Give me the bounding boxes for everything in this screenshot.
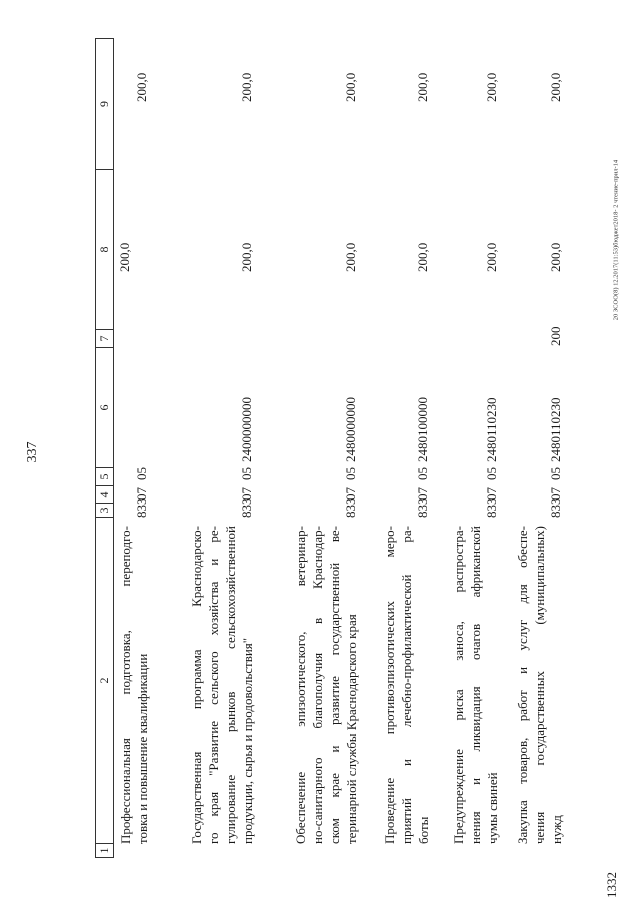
cell-col-3: 833: [415, 498, 430, 518]
cell-col-4: 07: [415, 487, 430, 500]
cell-col-5: 05: [343, 467, 358, 480]
cell-col-9: 200,0: [548, 72, 563, 102]
page-number-top: 337: [25, 441, 40, 463]
column-header-row: [95, 38, 114, 858]
cell-col-9: 200,0: [134, 72, 149, 102]
row-name-line: Проведение противоэпизоотических меро-: [382, 526, 397, 844]
cell-col-8: 200,0: [239, 242, 254, 272]
column-header-9: 9: [97, 101, 111, 107]
cell-col-6: 2480100000: [415, 397, 430, 462]
row-name-line: приятий и лечебно-профилактической ра-: [399, 526, 414, 844]
cell-col-5: 05: [484, 467, 499, 480]
cell-col-3: 833: [484, 498, 499, 518]
cell-col-8: 200,0: [548, 242, 563, 272]
column-header-5: 5: [96, 467, 113, 485]
cell-col-7: 200: [548, 326, 563, 346]
row-name-line: продукции, сырья и продовольствия": [240, 637, 255, 844]
row-name: [292, 526, 360, 844]
cell-col-9: 200,0: [415, 72, 430, 102]
column-header-4: 4: [96, 485, 113, 503]
cell-col-9: 200,0: [484, 72, 499, 102]
row-name: [117, 526, 151, 844]
row-name-line: нения и ликвидация очагов африканской: [468, 526, 483, 844]
cell-col-3: 833: [548, 498, 563, 518]
row-name-line: го края "Развитие сельского хозяйства и ре-: [206, 526, 221, 844]
row-name-line: боты: [416, 816, 431, 844]
row-name-line: гулирование рынков сельскохозяйственной: [223, 526, 238, 844]
cell-col-6: 2480000000: [343, 397, 358, 462]
cell-col-5: 05: [239, 467, 254, 480]
row-name-line: Государственная программа Краснодарско-: [189, 526, 204, 844]
cell-col-5: 05: [134, 467, 149, 480]
cell-col-6: 2400000000: [239, 397, 254, 462]
document-stamp: 20 ЗСОО(8) 12.2017(11:53)бюджет2018- 2 чтение-прил-14: [612, 159, 620, 321]
page-number-bottom: 1332: [604, 872, 619, 898]
cell-col-8: 200,0: [343, 242, 358, 272]
column-header-8: 8: [96, 169, 113, 329]
budget-table: [95, 38, 564, 858]
row-name-line: Закупка товаров, работ и услуг для обеспе-: [515, 526, 530, 844]
column-header-2: 2: [96, 517, 113, 843]
row-name-line: нужд: [549, 815, 564, 844]
row-name: [514, 526, 565, 844]
row-name-line: ском крае и развитие государственной ве-: [327, 526, 342, 844]
cell-col-4: 07: [343, 487, 358, 500]
row-name-line: но-санитарного благополучия в Краснодар-: [310, 526, 325, 844]
cell-col-6: 2480110230: [484, 397, 499, 462]
cell-col-8: 200,0: [415, 242, 430, 272]
cell-col-3: 833: [239, 498, 254, 518]
row-name-line: чумы свиней: [485, 772, 500, 844]
cell-col-5: 05: [415, 467, 430, 480]
cell-col-9: 200,0: [343, 72, 358, 102]
column-header-1: 1: [96, 843, 113, 857]
cell-col-5: 05: [548, 467, 563, 480]
row-name-line: Профессиональная подготовка, переподго-: [118, 526, 133, 844]
column-header-3: 3: [96, 503, 113, 517]
row-name: [381, 526, 432, 844]
row-name: [188, 526, 256, 844]
cell-col-4: 07: [134, 487, 149, 500]
column-header-7: 7: [96, 329, 113, 347]
row-name-line: теринарной службы Краснодарского края: [344, 614, 359, 844]
row-name-line: товка и повышение квалификации: [135, 653, 150, 844]
row-name: [450, 526, 501, 844]
cell-col-8: 200,0: [117, 242, 132, 272]
row-name-line: Обеспечение эпизоотического, ветеринар-: [293, 526, 308, 844]
row-name-line: чения государственных (муниципальных): [532, 526, 547, 844]
cell-col-9: 200,0: [239, 72, 254, 102]
cell-col-6: 2480110230: [548, 397, 563, 462]
column-header-6: 6: [96, 347, 113, 467]
cell-col-3: 833: [343, 498, 358, 518]
cell-col-4: 07: [548, 487, 563, 500]
row-name-line: Предупреждение риска заноса, распростра-: [451, 526, 466, 844]
cell-col-4: 07: [239, 487, 254, 500]
cell-col-8: 200,0: [484, 242, 499, 272]
cell-col-4: 07: [484, 487, 499, 500]
cell-col-3: 833: [134, 498, 149, 518]
